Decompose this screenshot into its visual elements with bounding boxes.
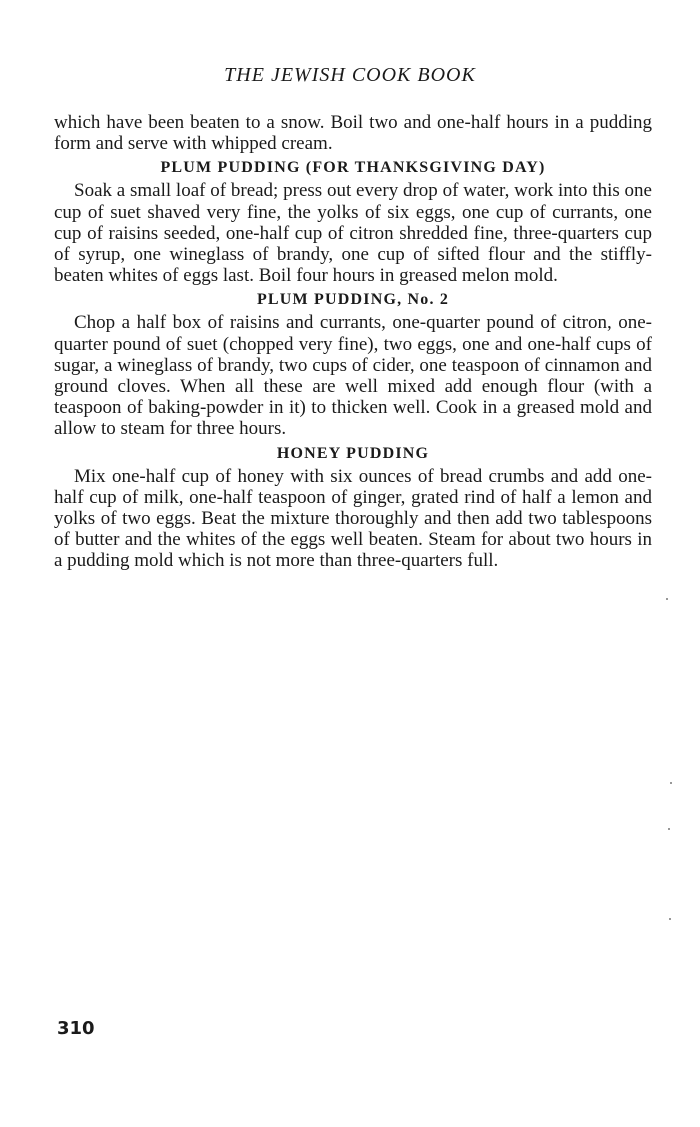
recipe-body: Soak a small loaf of bread; press out every drop of water, work into this one cup of suet shaved very fine, the yolks of six eggs, one cup of currants, one cup of raisins seeded, one-half cup of citron shredded fine, three-quarters cup of syrup, one wineglass of brandy, one cup of sifted flour and the stiffly-beaten whites of eggs last. Boil four hours in greased melon mold. — [54, 180, 652, 287]
recipe-body: Chop a half box of raisins and currants, one-quarter pound of citron, one-quarter pound of suet (chopped very fine), two eggs, one and one-half cups of sugar, a wineglass of brandy, two cups of cider, one teaspoon of cinnamon and ground cloves. When all these are well mixed add enough flour (with a teaspoon of baking-powder in it) to thicken well. Cook in a greased mold and allow to steam for three hours. — [54, 312, 652, 440]
recipe-plum-pudding-no-2 — [54, 290, 652, 439]
recipe-honey-pudding — [54, 444, 652, 572]
scan-speck — [666, 598, 668, 600]
recipe-title: PLUM PUDDING, No. 2 — [256, 291, 450, 309]
recipe-body: Mix one-half cup of honey with six ounces of bread crumbs and add one-half cup of milk, one-half teaspoon of ginger, grated rind of half a lemon and yolks of two eggs. Beat the mixture thoroughly and then add two tablespoons of butter and the whites of the eggs well beaten. Steam for about two hours in a pudding mold which is not more than three-quarters full. — [54, 465, 652, 572]
recipe-title: PLUM PUDDING (FOR THANKSGIVING DAY) — [160, 159, 546, 177]
recipe-plum-pudding-thanksgiving — [54, 158, 652, 286]
page-number: 310 — [57, 1018, 95, 1039]
scan-speck — [668, 828, 670, 830]
page-body — [54, 112, 652, 572]
recipe-title: HONEY PUDDING — [276, 444, 430, 462]
continued-paragraph: which have been beaten to a snow. Boil two and one-half hours in a pudding form and serve with whipped cream. — [54, 112, 652, 155]
running-head: THE JEWISH COOK BOOK — [224, 64, 476, 86]
scan-speck — [670, 782, 672, 784]
scan-speck — [669, 918, 671, 920]
